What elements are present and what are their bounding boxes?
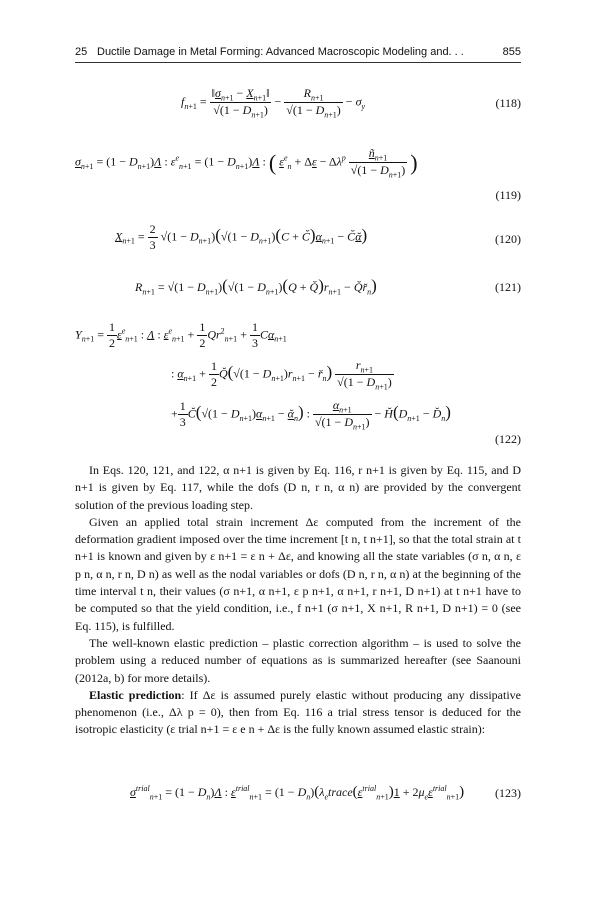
equation-119-body: $\sigma_{n+1} = (1 - D_{n+1})\Lambda$ : $\varepsilon^e_{n+1} = (1 - D_{n+1})\Lambda$ : ( $\varepsilon^e_n + \Delta\varepsilon - \Delta\lambda^p$ $\frac{ñ_{n+1}}{√(1 - D_{n+1})}$ ) [75, 146, 418, 180]
paragraph-3: The well-known elastic prediction – plastic correction algorithm – is used to solve the problem using a reduced number of equations as is summarized hereafter (see Saanouni (2012a, b) for more details). [75, 635, 521, 685]
equation-118 [75, 86, 521, 126]
equation-number: (120) [495, 232, 521, 246]
equation-123-body: $\sigma^{trial}_{n+1} = (1 - D_n)\Lambda$ : $\varepsilon^{trial}_{n+1} = (1$ − $D_n)(\lambda_etrace(\varepsilon^{trial}_{n+1})1 + 2\mu_e\varepsilon^{trial}_{n+1})$ [130, 784, 465, 802]
paragraph-4-text: : If Δε is assumed purely elastic without producing any dissipative phenomenon (i.e., Δλ p = 0), then from Eq. 116 a trial stress tensor is deduced for the isotropic elasticity (ε trial n+1 = ε e n + Δε is the fully known assumed elastic strain): [75, 687, 521, 737]
equation-122-line2: : $\alpha_{n+1}$ + $\frac{1}{2}$ Q̆(√(1 − $D_{n+1})r_{n+1}$ − $r̆_n$) $\frac{r_{n+1}}{√(1 - D_{n+1})}$ [171, 358, 392, 392]
equation-120 [75, 222, 521, 258]
paragraph-4 [75, 687, 521, 739]
equation-120-body: $X_{n+1}$ = $\frac{2}{3}$ $√(1 - D_{n+1})(√(1 - D_{n+1})(C$ + $C̆)\alpha_{n+1}$ − C̆ᾰ) [115, 222, 368, 252]
chapter-number: 25 [75, 46, 88, 58]
elastic-prediction-heading: Elastic prediction [89, 687, 182, 702]
paragraph-1: In Eqs. 120, 121, and 122, α n+1 is given by Eq. 116, r n+1 is given by Eq. 115, and D n+1 is given by Eq. 117, while the dofs (D n, r n, α n) are provided by the convergent solution of the previous loading step. [75, 463, 521, 512]
equation-122-line1: $Y_{n+1}$ = $\frac{1}{2}$ $\varepsilon^e_{n+1}$ : Λ : $\varepsilon^e_{n+1}$ + $\frac{1}{2}$ $Qr^2_{n+1}$ + $\frac{1}{3}$ $C\alpha_{n+1}$ [75, 320, 287, 350]
header-rule [75, 62, 521, 63]
equation-number: (122) [495, 432, 521, 446]
paragraph-2: Given an applied total strain increment Δε computed from the increment of the deformation gradient imposed over the time increment [t n, t n+1], so that the total strain at t n+1 is known and given by ε n+1 = ε n + Δε, and knowing all the state variables (σ n, α n, ε p n, α n, r n, D n) as well as the nodal variables or dofs (D n, r n, α n) at the beginning of the time interval t n, their values (σ n+1, α n+1, ε p n+1, α n+1, r n+1, D n+1) at t n+1 have to be computed so that the yield condition, i.e., f n+1 (σ n+1, X n+1, R n+1, D n+1) = 0 (see Eq. 115), is fulfilled. [75, 514, 521, 633]
equation-number: (118) [495, 96, 521, 110]
equation-122 [75, 320, 521, 450]
equation-number: (119) [495, 188, 521, 202]
equation-119 [75, 140, 521, 204]
equation-118-body: $f_{n+1}$ = $\frac{‖\sigma_{n+1} - X_{n+1}‖}{√(1 - D_{n+1})}$ − $\frac{R_{n+1}}{√(1 - D_{n+1})}$ − $\sigma_y$ [181, 86, 366, 120]
page-number: 855 [502, 46, 521, 58]
equation-121-body: $R_{n+1} = √(1 - D_{n+1})(√(1 - D_{n+1})(Q$ + $Q̆)r_{n+1}$ − $Q̆r̆_n$) [135, 276, 377, 297]
equation-122-line3: + $\frac{1}{3}$ C̆(√(1 − $D_{n+1})\alpha_{n+1}$ − ᾰ$_n$) : $\frac{\alpha_{n+1}}{√(1 - D_{n+1})}$ − $H̆(D_{n+1}$ − $D̆_n$) [171, 398, 451, 432]
equation-number: (123) [495, 786, 521, 800]
equation-number: (121) [495, 280, 521, 294]
equation-123 [75, 784, 521, 808]
body-text [75, 462, 521, 739]
equation-121 [75, 276, 521, 302]
running-header [75, 46, 521, 62]
running-title: Ductile Damage in Metal Forming: Advanced Macroscopic Modeling and. . . [97, 46, 464, 58]
